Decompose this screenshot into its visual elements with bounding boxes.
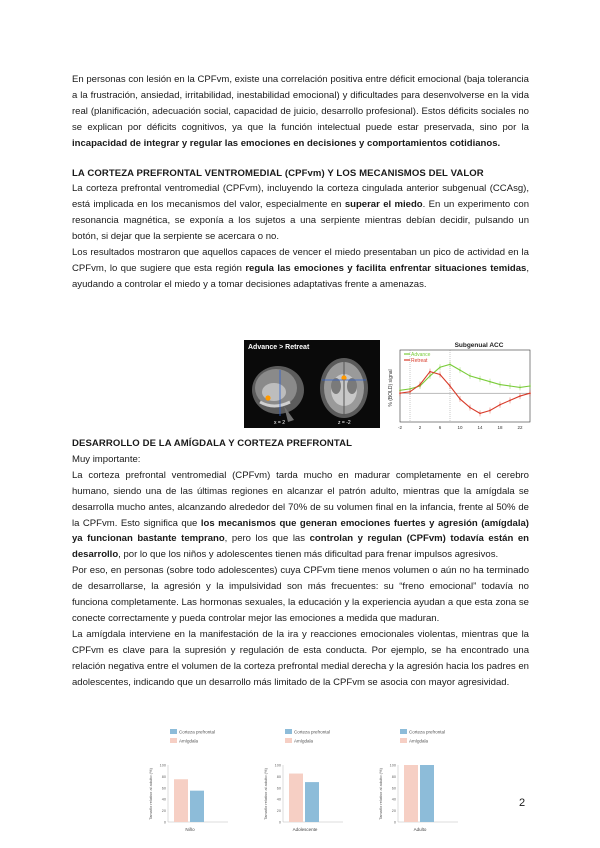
y-axis-label: Tamaño relativo al adulto (%) [263,768,268,820]
data-point [489,381,491,383]
legend-cortex: Corteza prefrontal [409,729,446,735]
data-point [479,413,481,415]
text: En personas con lesión en la CPFvm, existe una correlación positiva entre déficit emocional (baja tolerancia a la frustración, ansiedad, irritabilidad, inestabilidad emocional) y dificultades para desenvolverse en la vida real (planificación, adecuación social, capacidad de juicio, desarrollo profesional). Estos déficits sociales no se explican por déficits cognitivos, ya que la función intelectual puede estar preservada, sino por la [72,74,529,133]
data-point [469,375,471,377]
brain-label-right: z = -2 [338,420,351,426]
x-tick-label: 6 [438,425,442,430]
y-tick-label: 40 [161,797,166,802]
page-content [72,72,529,293]
x-tick-label: 22 [517,425,523,430]
y-tick-label: 100 [159,763,166,768]
section1-paragraph1 [72,181,529,245]
data-point [509,385,511,387]
data-point [399,392,401,394]
data-point [529,392,531,394]
bar-cortex [190,791,204,822]
legend-swatch-amygdala [285,738,292,743]
series-line-retreat [400,372,530,414]
data-point [449,364,451,366]
data-point [499,404,501,406]
bar-chart-niño [148,729,228,832]
data-point [509,400,511,402]
development-bar-charts [140,727,480,837]
legend-swatch-amygdala [400,738,407,743]
legend-swatch-cortex [285,729,292,734]
x-tick-label: 2 [418,425,422,430]
bold-text: superar el miedo [344,199,423,211]
y-tick-label: 80 [161,774,166,779]
y-tick-label: 80 [276,774,281,779]
legend-swatch-cortex [170,729,177,734]
text: La corteza prefrontal ventromedial (CPFvm), incluyendo la corteza cingulada anterior subgenual (CCAsg), está implicada en los mecanismos del valor, especialmente en [72,183,529,211]
intro-paragraph [72,72,529,152]
text: La corteza prefrontal ventromedial (CPFvm) tarda mucho en madurar completamente en el cerebro humano, siendo una de las últimas regiones en alcanzar el patrón adulto, mientras que la amígdala se desarrolla mucho antes, alcanzando alrededor del 70% de su volumen final en la infancia, frente al 50% de la CPFvm. Esto significa que [72,469,529,529]
y-tick-label: 60 [276,786,281,791]
bold-text: controlan y regulan (CPFvm) todavía están en desarrollo [72,533,530,561]
data-point [499,384,501,386]
y-tick-label: 60 [161,786,166,791]
text: Los resultados mostraron que aquellos capaces de vencer el miedo presentaban un pico de actividad en la CPFvm, lo que sugiere que esta región [72,247,529,274]
bar-amygdala [174,779,188,822]
text: . En un experimento con resonancia magnética, se exponía a los sujetos a una serpiente mientras debían decidir, pulsando un botón, si dejar que la serpiente se acercara o no. [72,199,529,243]
brain-scan-image [244,340,380,428]
x-tick-label: -2 [397,425,403,430]
legend-amygdala: Amígdala [294,738,314,744]
data-point [529,385,531,387]
legend-swatch-amygdala [170,738,177,743]
data-point [519,387,521,389]
acc-chart-legend [404,352,431,364]
data-point [459,369,461,371]
bar-amygdala [289,774,303,822]
subgenual-acc-chart [384,340,534,432]
bold-text: incapacidad de integrar y regular las emociones en decisiones y comportamientos cotidianos. [72,137,501,149]
x-axis-label: Adulto [413,827,427,832]
section2-paragraph3: La amígdala interviene en la manifestación de la ira y reacciones emocionales violentas, mientras que la CPFvm es clave para la supresión y regulación de esta conducta. Por ejemplo, se ha encontrado una relación negativa entre el volumen de la corteza prefrontal medial derecha y la agresión hacia los padres en adolescentes, indicando que un desarrollo más limitado de la CPFvm se asocia con mayor agresividad. [72,628,529,688]
x-axis-label: Adolescente [292,827,318,832]
legend-swatch-cortex [400,729,407,734]
y-tick-label: 20 [161,809,166,814]
y-axis-label: Tamaño relativo al adulto (%) [148,768,153,820]
section2-paragraph2: Por eso, en personas (sobre todo adolescentes) cuya CPFvm tiene menos volumen o aún no ha terminado de desarrollarse, la agresión y la impulsividad son más frecuentes: su “freno emocional” todavía no funciona completamente. Las hormonas sexuales, la educación y la experiencia ayudan a que esta zona se conecte correctamente y pueda controlar mejor las emociones a medida que maduran. [72,565,529,624]
legend-amygdala: Amígdala [409,738,429,744]
x-tick-label: 14 [477,425,483,430]
y-tick-label: 20 [276,809,281,814]
data-point [429,371,431,373]
y-tick-label: 60 [391,786,396,791]
y-tick-label: 100 [389,763,396,768]
x-tick-label: 10 [457,425,463,430]
data-point [409,391,411,393]
bar-charts-svg [140,727,480,837]
bar-chart-adolescente [263,729,343,832]
bold-text: los mecanismos que generan emociones fuertes y agresión (amígdala) ya funcionan bastante temprano [72,517,529,545]
y-tick-label: 0 [163,820,166,825]
brain-label-left: x = 2 [274,420,285,426]
data-point [449,385,451,387]
section-heading-cpfvm: LA CORTEZA PREFRONTAL VENTROMEDIAL (CPFvm) Y LOS MECANISMOS DEL VALOR [72,167,484,179]
section2 [72,436,529,691]
section-heading-development: DESARROLLO DE LA AMÍGDALA Y CORTEZA PREFRONTAL [72,438,353,449]
data-point [489,410,491,412]
y-tick-label: 100 [274,763,281,768]
bar-chart-adulto [378,729,458,832]
bar-cortex [420,765,434,822]
legend-amygdala: Amígdala [179,738,199,744]
y-tick-label: 40 [276,797,281,802]
page-number: 2 [519,797,526,809]
data-point [429,375,431,377]
data-point [519,395,521,397]
y-tick-label: 80 [391,774,396,779]
y-axis-label: Tamaño relativo al adulto (%) [378,768,383,820]
text: , ayudando a controlar el miedo y a tomar decisiones adaptativas frente a amenazas. [72,262,529,290]
data-point [479,378,481,380]
legend-cortex: Corteza prefrontal [294,729,331,735]
bold-text: regula las emociones y facilita enfrentar situaciones temidas [245,262,527,274]
y-tick-label: 0 [393,820,396,825]
acc-chart-title: Subgenual ACC [454,342,504,349]
y-tick-label: 20 [391,809,396,814]
x-axis-label: Niño [185,827,195,832]
bar-cortex [305,782,319,822]
section1-paragraph2 [72,245,529,293]
bar-amygdala [404,765,418,822]
data-point [439,366,441,368]
data-point [459,398,461,400]
legend-advance: Advance [411,352,431,358]
brain-title: Advance > Retreat [248,344,310,351]
acc-chart-ylabel: % (BOLD) signal [388,369,394,407]
legend-retreat: Retreat [411,358,428,364]
data-point [439,374,441,376]
y-tick-label: 40 [391,797,396,802]
text: , por lo que los niños y adolescentes tienen más dificultad para frenar impulsos agresivos. [118,549,499,561]
y-tick-label: 0 [278,820,281,825]
data-point [469,407,471,409]
x-tick-label: 18 [497,425,503,430]
section2-intro: Muy importante: [72,453,141,465]
text: , pero los que las [224,533,310,545]
legend-cortex: Corteza prefrontal [179,729,216,735]
data-point [419,384,421,386]
figure-fmri [244,340,540,432]
section2-paragraph1 [72,468,529,563]
